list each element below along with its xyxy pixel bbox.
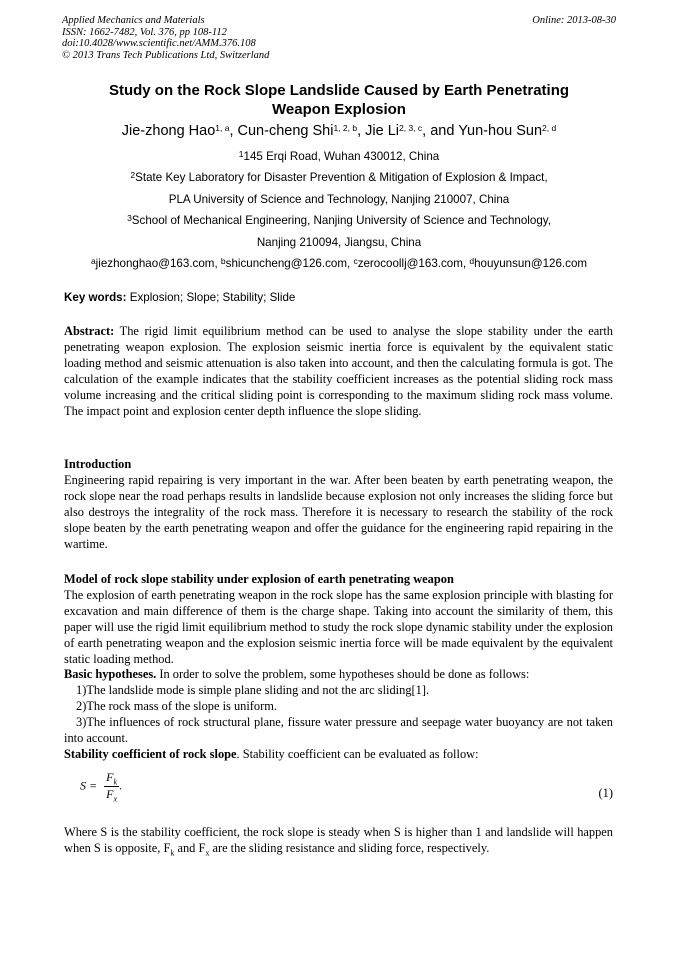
equation-fraction: $\frac{F_k}{F_x}$ [106, 770, 118, 804]
author-list: Jie-zhong Hao$^{1, a}$, Cun-cheng Shi$^{1, 2, b}$, Jie Li$^{2, 3, c}$, and Yun-hou Sun$^{2, d}$ [121, 123, 557, 139]
abstract-label: Abstract: [64, 324, 115, 338]
email-link[interactable]: jiezhonghao@163.com [95, 257, 215, 270]
journal-name: Applied Mechanics and Materials [62, 15, 205, 26]
paragraph: Engineering rapid repairing is very important in the war. After been beaten by earth penetrating weapon, the rock slope near the road perhaps results in landslide because explosion not only increases the sliding force but also destroys the integrality of the rock mass. Therefore it is necessary to research the stability of the rock slope beaten by the earth penetrating weapon and offer the guidance for the engineering rapid repairing in the wartime. [64, 472, 613, 551]
keywords [64, 291, 295, 304]
author-name: Jie Li [365, 123, 399, 139]
where-paragraph: Where S is the stability coefficient, the rock slope is steady when S is higher than 1 and landslide will happen when S is opposite, $F_k$ and $F_x$ are the sliding resistance and sliding force, respectively. [64, 825, 613, 858]
paragraph: The explosion of earth penetrating weapon in the rock slope has the same explosion principle with blasting for excavation and main difference of them is the charge shape. Taking into account the similarity of them, this paper will use the rigid limit equilibrium method to study the rock slope dynamic stability under the explosion of earth penetrating weapon and the explosion seismic inertia force will be made equivalent by the equivalent static loading method. [64, 587, 613, 666]
author-name: Jie-zhong Hao [121, 123, 216, 139]
online-date: Online: 2013-08-30 [532, 15, 616, 26]
equation-lhs: S = [80, 778, 98, 793]
run-in-heading: Basic hypotheses. [64, 667, 157, 682]
affiliation: $^3$School of Mechanical Engineering, Nanjing University of Science and Technology, [127, 213, 551, 227]
hypothesis-item: 3)The influences of rock structural plane, fissure water pressure and seepage water buoyancy are not taken into account. [64, 715, 613, 746]
equation-number: (1) [598, 786, 613, 800]
introduction-section [64, 457, 613, 552]
affiliation: Nanjing 210094, Jiangsu, China [256, 236, 422, 249]
email-list: $^a$jiezhonghao@163.com, $^b$shicuncheng@126.com, $^c$zerocoollj@163.com, $^d$houyunsun@126.com [90, 256, 588, 270]
email-link[interactable]: shicuncheng@126.com [225, 257, 347, 270]
author-affiliation-mark: 2, 3, c [399, 123, 423, 133]
section-heading: Model of rock slope stability under explosion of earth penetrating weapon [64, 572, 454, 586]
keywords-label: Key words: [64, 291, 127, 304]
copyright: © 2013 Trans Tech Publications Ltd, Switzerland [62, 49, 270, 61]
email-link[interactable]: zerocoollj@163.com [357, 257, 463, 270]
running-header [62, 15, 616, 61]
run-in-heading: Stability coefficient of rock slope [64, 746, 237, 761]
abstract [64, 324, 613, 419]
issn: ISSN: 1662-7482, Vol. 376, pp 108-112 [62, 26, 227, 38]
affiliation: $^1$145 Erqi Road, Wuhan 430012, China [238, 149, 440, 163]
doi: doi:10.4028/www.scientific.net/AMM.376.108 [62, 38, 256, 49]
abstract-text: The rigid limit equilibrium method can be used to analyse the slope stability under the earth penetrating weapon explosion. The explosion seismic inertia force is equivalent by the equivalent static loading method and seismic attenuation is also taken into account, and then the calculating formula is got. The calculation of the example indicates that the stability coefficient increases as the potential sliding rock mass volume increasing and the critical sliding point is corresponding to the maximum sliding rock mass volume. The impact point and explosion center depth influence the slope sliding. [64, 324, 613, 418]
author-affiliation-mark: 1, a [215, 123, 230, 133]
stability-intro: Stability coefficient of rock slope. Stability coefficient can be evaluated as follow: [64, 746, 479, 761]
author-name: Yun-hou Sun [458, 123, 543, 139]
keywords-text: Explosion; Slope; Stability; Slide [129, 291, 296, 304]
equation-1: S = $\frac{F_k}{F_x}$ . [80, 770, 123, 804]
section-heading: Introduction [64, 457, 132, 471]
affiliation: PLA University of Science and Technology, Nanjing 210007, China [168, 193, 510, 206]
author-affiliation-mark: 1, 2, b [333, 123, 358, 133]
hypothesis-item: 1)The landslide mode is simple plane sliding and not the arc sliding[1]. [76, 683, 430, 698]
paper-title: Study on the Rock Slope Landslide Caused by Earth Penetrating Weapon Explosion [108, 82, 570, 118]
model-section [64, 572, 613, 763]
author-affiliation-mark: 2, d [542, 123, 557, 133]
hypothesis-item: 2)The rock mass of the slope is uniform. [76, 699, 277, 714]
basic-hypotheses: Basic hypotheses. In order to solve the problem, some hypotheses should be done as follows: [64, 667, 530, 682]
author-name: Cun-cheng Shi [237, 123, 334, 139]
affiliation: $^2$State Key Laboratory for Disaster Prevention & Mitigation of Explosion & Impact, [130, 170, 548, 184]
email-link[interactable]: houyunsun@126.com [474, 257, 588, 270]
